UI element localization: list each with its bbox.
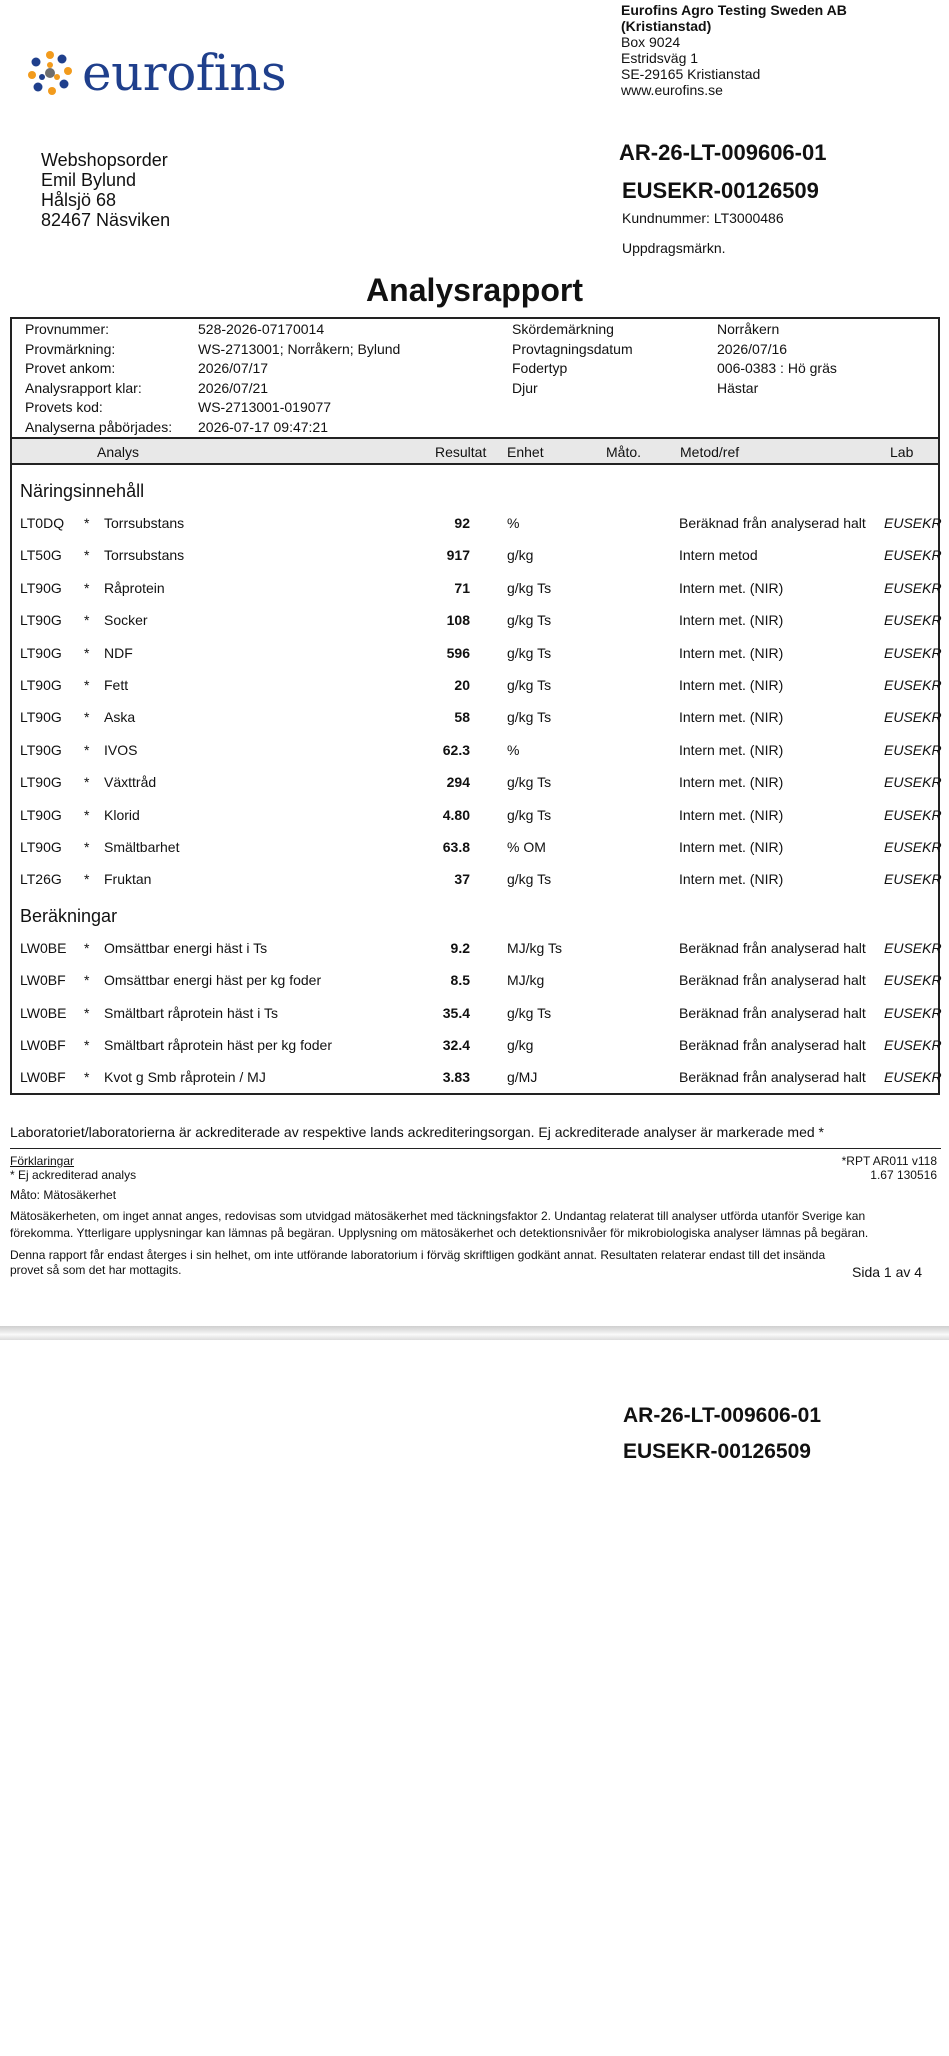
method: Intern met. (NIR) (679, 644, 784, 661)
explanations-heading: Förklaringar (10, 1154, 75, 1168)
sample-value: 2026/07/16 (717, 340, 788, 357)
method: Intern met. (NIR) (679, 741, 784, 758)
report-version-line: 1.67 130516 (870, 1168, 937, 1182)
result-value: 108 (446, 612, 470, 629)
analysis-name: Omsättbar energi häst i Ts (104, 939, 268, 956)
sample-label: Provtagningsdatum (512, 340, 633, 357)
result-value: 71 (454, 579, 470, 596)
unit: g/kg Ts (507, 1004, 552, 1021)
result-value: 596 (446, 644, 470, 661)
unit: MJ/kg Ts (507, 939, 562, 956)
analysis-name: Klorid (104, 806, 140, 823)
not-accredited-mark: * (84, 972, 90, 989)
analysis-name: Fett (104, 677, 129, 693)
not-accredited-mark: * (84, 612, 90, 629)
not-accredited-mark: * (84, 579, 90, 596)
table-row (10, 742, 940, 762)
unit: g/kg (507, 547, 534, 564)
analysis-code: LW0BF (20, 1037, 66, 1053)
sample-meta-values (717, 320, 837, 398)
section-title: Beräkningar (20, 905, 118, 926)
uncertainty-text: Mätosäkerheten, om inget annat anges, redovisas som utvidgad mätosäkerhet med täckningsfaktor 2. Undantag relaterat till analyser utförda utanför Sverige kan förekomma. Ytterligare upplysningar kan lämnas på begäran. Upplysning om mätosäkerhet och detektionsnivåer för mikrobiologiska analyser lämnas på begäran. (10, 1209, 869, 1240)
table-row (10, 547, 940, 567)
analysis-code: LT90G (20, 677, 62, 693)
result-value: 294 (446, 774, 470, 791)
customer-address (41, 150, 170, 230)
sample-value: Hästar (717, 379, 759, 396)
analysis-code: LW0BE (20, 1004, 67, 1021)
method: Intern metod (679, 547, 758, 564)
method: Intern met. (NIR) (679, 839, 784, 855)
analysis-name: Aska (104, 709, 136, 726)
unit: g/kg (507, 1037, 534, 1053)
lab-name: Eurofins Agro Testing Sweden AB (621, 2, 847, 18)
lab-address-line: Box 9024 (621, 34, 681, 50)
sample-info-values (198, 320, 400, 437)
analysis-code: LT90G (20, 612, 62, 629)
method: Intern met. (NIR) (679, 612, 784, 629)
unit: g/kg Ts (507, 612, 552, 629)
analysis-name: Torrsubstans (104, 515, 185, 531)
analysis-code: LT0DQ (20, 515, 65, 531)
method: Beräknad från analyserad halt (679, 939, 866, 956)
result-value: 62.3 (442, 741, 470, 758)
table-row (10, 709, 940, 729)
lab-code: EUSEKR (884, 515, 942, 531)
method: Intern met. (NIR) (679, 677, 784, 693)
lab-address-line: SE-29165 Kristianstad (621, 66, 761, 82)
analysis-name: Fruktan (104, 871, 152, 888)
sample-label: Fodertyp (512, 360, 568, 376)
table-row (10, 580, 940, 600)
not-accredited-mark: * (84, 939, 90, 956)
unit: g/MJ (507, 1069, 538, 1086)
order-number: EUSEKR-00126509 (622, 178, 819, 203)
analysis-code: LT90G (20, 839, 62, 855)
sample-value: WS-2713001-019077 (198, 399, 332, 415)
sample-label: Analysrapport klar: (25, 379, 142, 396)
customer-name: Emil Bylund (41, 170, 137, 190)
sample-meta-labels (512, 320, 633, 398)
analysis-name: Omsättbar energi häst per kg foder (104, 972, 322, 989)
method: Beräknad från analyserad halt (679, 1037, 866, 1053)
lab-code: EUSEKR (884, 1069, 942, 1086)
result-value: 3.83 (442, 1069, 470, 1086)
analysis-name: Växttråd (104, 774, 157, 791)
result-value: 92 (454, 515, 470, 531)
not-accredited-mark: * (84, 839, 90, 855)
reproduction-text: Denna rapport får endast återges i sin helhet, om inte utförande laboratorium i förväg skriftligen godkänt annat. Resultaten relaterar endast till det insända provet så som det har mottagits. (10, 1248, 826, 1277)
header-mato: Måto. (606, 444, 642, 460)
result-value: 20 (454, 677, 470, 693)
sample-value: 006-0383 : Hö gräs (717, 360, 837, 376)
lab-code: EUSEKR (884, 612, 942, 629)
method: Intern met. (NIR) (679, 806, 784, 823)
result-value: 35.4 (442, 1004, 470, 1021)
table-row (10, 645, 940, 665)
sample-value: 2026/07/21 (198, 379, 269, 396)
page-separator (0, 1326, 949, 1340)
analysis-name: Kvot g Smb råprotein / MJ (104, 1069, 266, 1086)
result-value: 917 (446, 547, 470, 564)
lab-code: EUSEKR (884, 939, 942, 956)
method: Intern met. (NIR) (679, 774, 784, 791)
unit: g/kg Ts (507, 709, 552, 726)
table-header (10, 437, 940, 465)
sample-value: 528-2026-07170014 (198, 321, 325, 337)
not-accredited-mark: * (84, 644, 90, 661)
analysis-name: NDF (104, 644, 133, 661)
not-accredited-mark: * (84, 871, 90, 888)
lab-code: EUSEKR (884, 871, 942, 888)
lab-code: EUSEKR (884, 547, 942, 564)
page2-order-number: EUSEKR-00126509 (623, 1440, 811, 1463)
report-version (842, 1154, 937, 1182)
result-value: 9.2 (450, 939, 470, 956)
table-row (10, 515, 940, 535)
analysis-code: LT90G (20, 774, 62, 791)
sample-label: Analyserna påbörjades: (25, 418, 173, 435)
lab-code: EUSEKR (884, 741, 942, 758)
result-value: 37 (454, 871, 470, 888)
header-resultat: Resultat (435, 444, 487, 460)
unit: g/kg Ts (507, 644, 552, 661)
customer-line: 82467 Näsviken (41, 210, 171, 230)
unit: % (507, 515, 520, 531)
logo-text: eurofins (82, 44, 287, 102)
customer-line: Webshopsorder (41, 150, 168, 170)
not-accredited-mark: * (84, 774, 90, 791)
lab-code: EUSEKR (884, 644, 942, 661)
analysis-code: LW0BF (20, 972, 66, 989)
analysis-code: LW0BE (20, 939, 67, 956)
lab-code: EUSEKR (884, 972, 942, 989)
result-value: 8.5 (450, 972, 470, 989)
sample-value: 2026/07/17 (198, 360, 269, 376)
analysis-code: LT90G (20, 709, 62, 726)
unit: g/kg Ts (507, 806, 552, 823)
lab-code: EUSEKR (884, 709, 942, 726)
unit: g/kg Ts (507, 871, 552, 888)
lab-address (621, 2, 847, 98)
method: Intern met. (NIR) (679, 871, 784, 888)
analysis-code: LT90G (20, 579, 62, 596)
not-accredited-mark: * (84, 1037, 90, 1053)
sample-value: 2026-07-17 09:47:21 (198, 418, 328, 435)
result-value: 4.80 (442, 806, 470, 823)
table-row (10, 677, 940, 697)
sample-label: Provets kod: (25, 399, 103, 415)
analysis-name: Smältbart råprotein häst i Ts (104, 1004, 279, 1021)
not-accredited-mark: * (84, 709, 90, 726)
analysis-code: LT50G (20, 547, 62, 564)
analysis-code: LT90G (20, 806, 62, 823)
lab-website: www.eurofins.se (621, 82, 723, 98)
lab-code: EUSEKR (884, 774, 942, 791)
lab-code: EUSEKR (884, 579, 942, 596)
analysis-code: LT90G (20, 741, 62, 758)
customer-line: Hålsjö 68 (41, 190, 117, 210)
analysis-name: Socker (104, 612, 148, 629)
eurofins-logo (26, 44, 286, 102)
not-accredited-mark: * (84, 1004, 90, 1021)
sample-value: WS-2713001; Norråkern; Bylund (198, 340, 401, 357)
analysis-name: Smältbart råprotein häst per kg foder (104, 1037, 333, 1053)
report-version-line: *RPT AR011 v118 (841, 1154, 937, 1168)
not-accredited-mark: * (84, 1069, 90, 1086)
table-row (10, 972, 940, 992)
page-number: Sida 1 av 4 (852, 1264, 923, 1280)
report-number: AR-26-LT-009606-01 (619, 140, 827, 165)
lab-name-sub: (Kristianstad) (621, 18, 712, 34)
not-accredited-mark: * (84, 547, 90, 564)
divider (10, 1148, 941, 1149)
analysis-name: IVOS (104, 741, 138, 758)
table-row (10, 1005, 940, 1025)
table-row (10, 940, 940, 960)
mato-definition: Måto: Mätosäkerhet (10, 1188, 117, 1202)
sample-label: Provnummer: (25, 321, 110, 337)
method: Intern met. (NIR) (679, 709, 784, 726)
analysis-code: LT90G (20, 644, 62, 661)
analysis-name: Råprotein (104, 579, 165, 596)
table-row (10, 807, 940, 827)
header-metod: Metod/ref (680, 444, 740, 460)
sample-label: Provmärkning: (25, 340, 116, 357)
header-enhet: Enhet (507, 444, 544, 460)
page2-report-number: AR-26-LT-009606-01 (623, 1404, 822, 1427)
unit: g/kg Ts (507, 677, 552, 693)
unit: % OM (507, 839, 546, 855)
section-title: Näringsinnehåll (20, 481, 145, 501)
analysis-code: LW0BF (20, 1069, 66, 1086)
result-value: 58 (454, 709, 470, 726)
lab-code: EUSEKR (884, 1004, 942, 1021)
not-accredited-mark: * (84, 741, 90, 758)
result-value: 63.8 (442, 839, 470, 855)
header-analys: Analys (97, 444, 140, 460)
analysis-name: Smältbarhet (104, 839, 180, 855)
analysis-name: Torrsubstans (104, 547, 185, 564)
header-lab: Lab (890, 444, 914, 460)
customer-number: Kundnummer: LT3000486 (622, 210, 784, 226)
not-accredited-mark: * (84, 515, 90, 531)
sample-info-labels (25, 320, 172, 437)
table-row (10, 839, 940, 859)
sample-label: Djur (512, 379, 538, 396)
result-value: 32.4 (442, 1037, 470, 1053)
lab-address-line: Estridsväg 1 (621, 50, 699, 66)
assignment-label: Uppdragsmärkn. (622, 240, 726, 256)
not-accredited-note: * Ej ackrediterad analys (10, 1168, 137, 1182)
method: Intern met. (NIR) (679, 579, 784, 596)
sample-label: Provet ankom: (25, 360, 116, 376)
unit: g/kg Ts (507, 579, 552, 596)
accreditation-note: Laboratoriet/laboratorierna är ackrediterade av respektive lands ackrediteringsorgan. Ej ackrediterade analyser är markerade med * (10, 1124, 824, 1140)
lab-code: EUSEKR (884, 677, 942, 693)
page-title: Analysrapport (366, 272, 583, 308)
sample-label: Skördemärkning (512, 321, 614, 337)
table-row (10, 1037, 940, 1057)
eurofins-dots-icon (26, 49, 74, 97)
table-row (10, 871, 940, 891)
unit: MJ/kg (507, 972, 545, 989)
table-row (10, 774, 940, 794)
unit: g/kg Ts (507, 774, 552, 791)
table-row (10, 1069, 940, 1089)
method: Beräknad från analyserad halt (679, 972, 866, 989)
lab-code: EUSEKR (884, 806, 942, 823)
method: Beräknad från analyserad halt (679, 1069, 866, 1086)
unit: % (507, 741, 520, 758)
lab-code: EUSEKR (884, 1037, 942, 1053)
lab-code: EUSEKR (884, 839, 942, 855)
table-row (10, 612, 940, 632)
method: Beräknad från analyserad halt (679, 1004, 866, 1021)
method: Beräknad från analyserad halt (679, 515, 866, 531)
not-accredited-mark: * (84, 806, 90, 823)
sample-value: Norråkern (717, 321, 780, 337)
not-accredited-mark: * (84, 677, 90, 693)
analysis-code: LT26G (20, 871, 62, 888)
